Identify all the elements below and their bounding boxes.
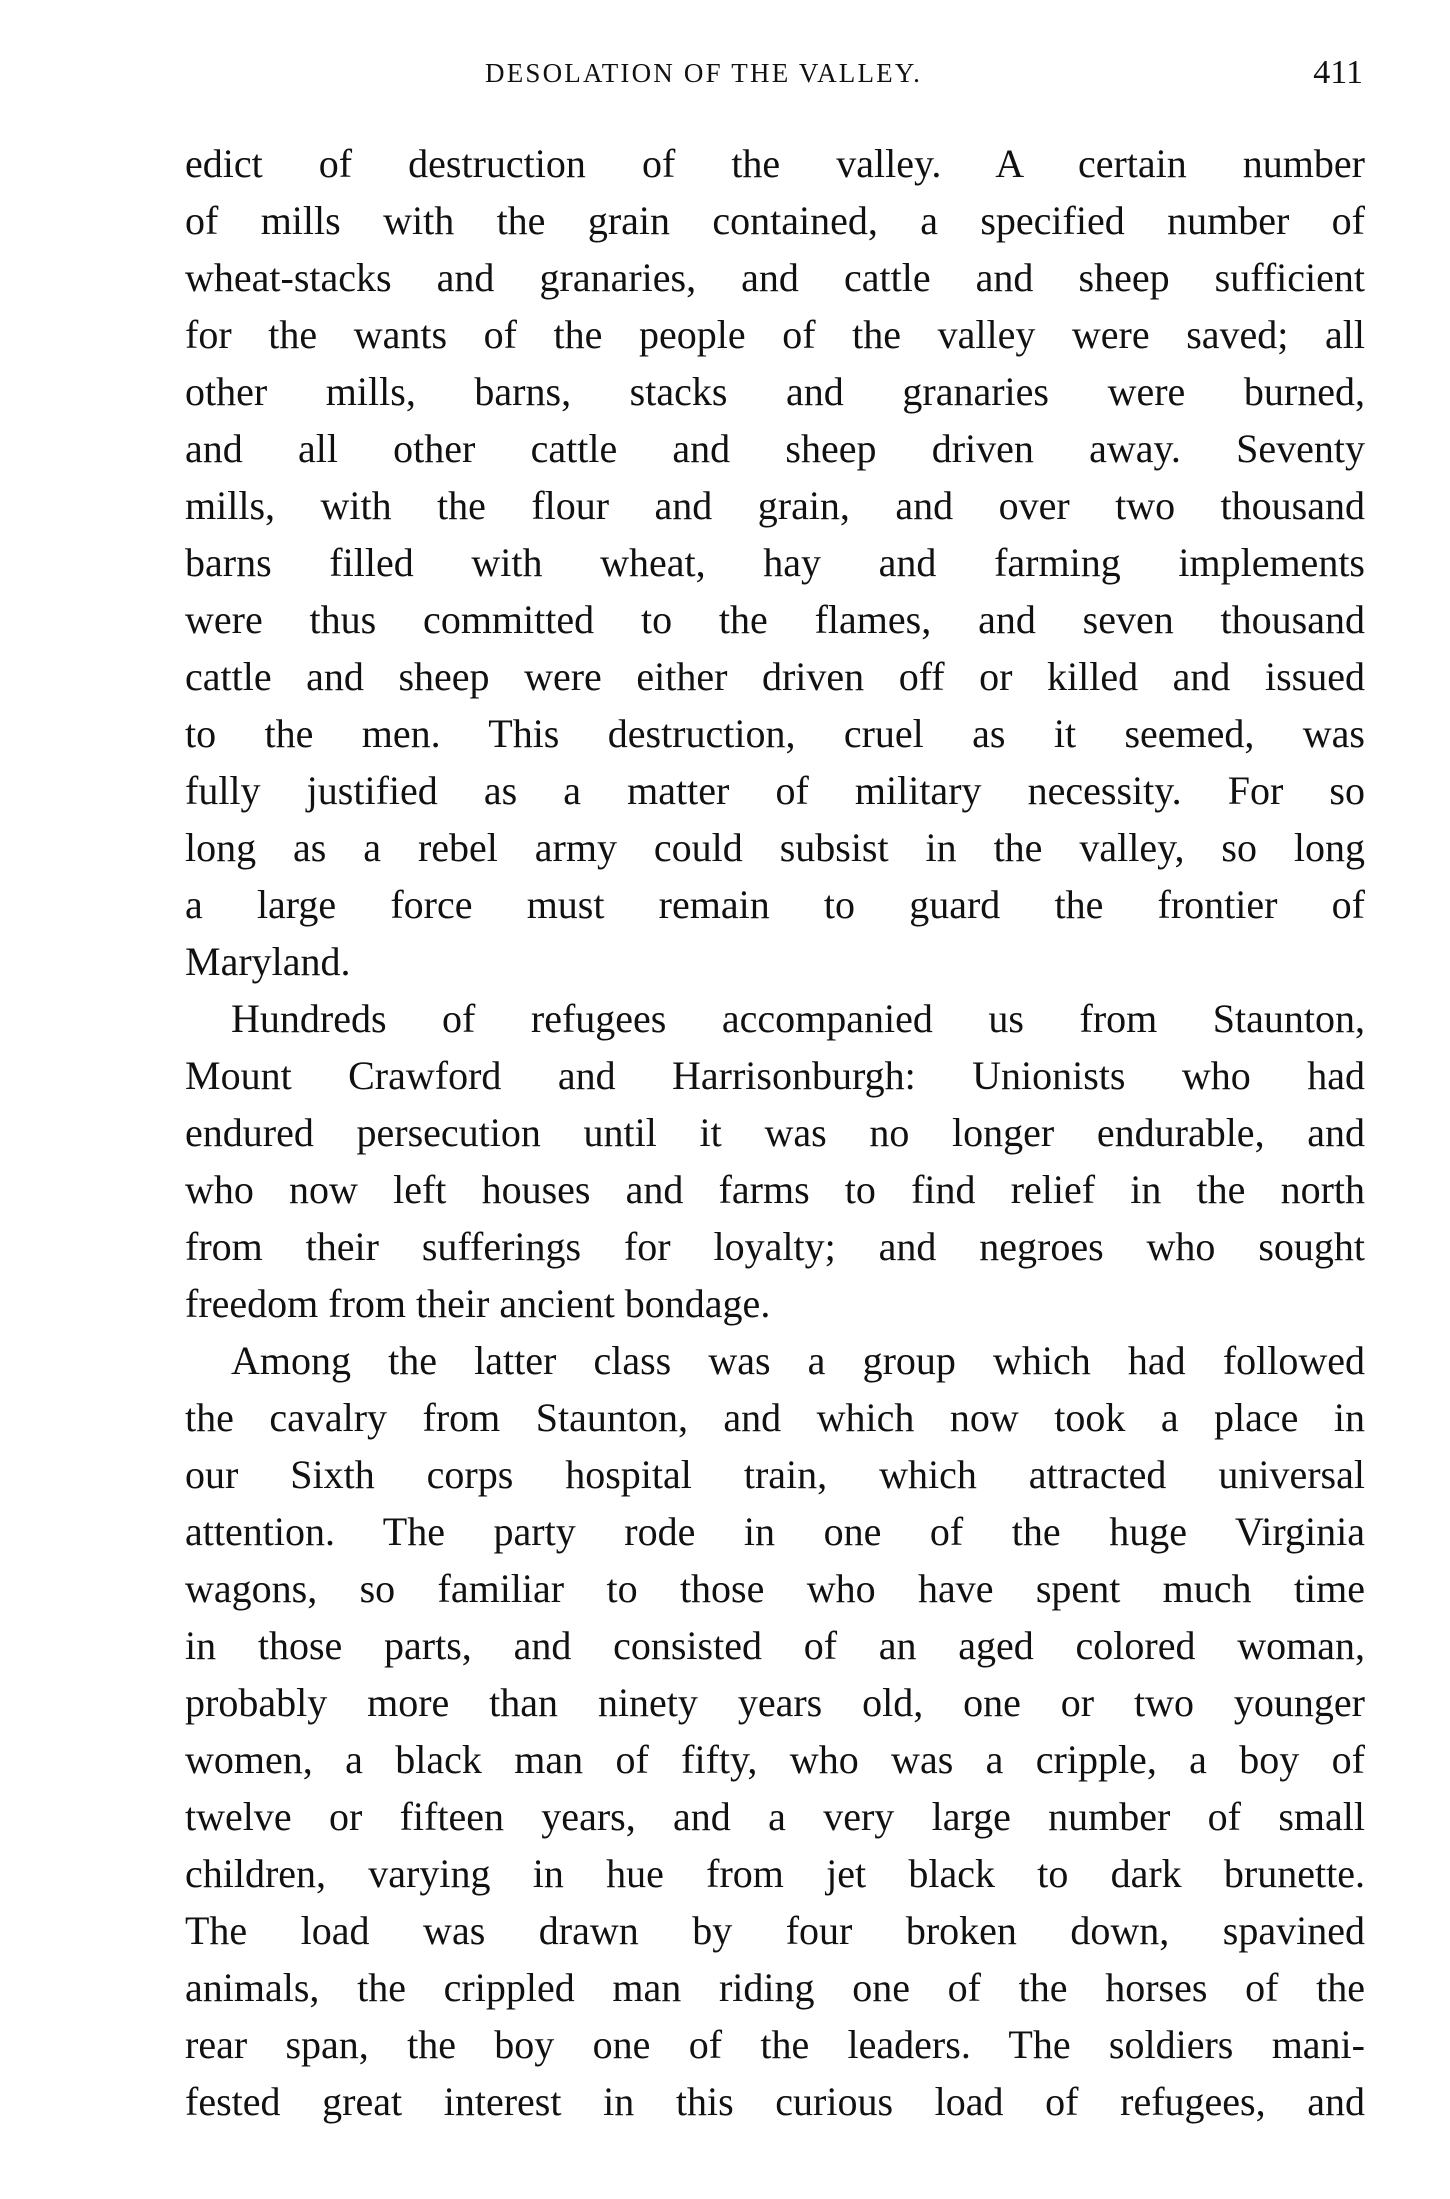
text-line: who now left houses and farms to find relief in the north bbox=[185, 1167, 1365, 1212]
paragraph bbox=[185, 1332, 1365, 2130]
text-line: wheat-stacks and granaries, and cattle and sheep sufficient bbox=[185, 255, 1365, 300]
paragraph bbox=[185, 990, 1365, 1332]
text-line: Mount Crawford and Harrisonburgh: Unionists who had bbox=[185, 1053, 1365, 1098]
text-line: animals, the crippled man riding one of the horses of the bbox=[185, 1965, 1365, 2010]
text-line: fully justified as a matter of military necessity. For so bbox=[185, 768, 1365, 813]
text-line: the cavalry from Staunton, and which now took a place in bbox=[185, 1395, 1365, 1440]
body-text bbox=[185, 135, 1365, 2130]
text-line: were thus committed to the flames, and seven thousand bbox=[185, 597, 1365, 642]
text-line: in those parts, and consisted of an aged colored woman, bbox=[185, 1623, 1365, 1668]
text-line: to the men. This destruction, cruel as it seemed, was bbox=[185, 711, 1365, 756]
text-line: our Sixth corps hospital train, which attracted universal bbox=[185, 1452, 1365, 1497]
text-line: The load was drawn by four broken down, spavined bbox=[185, 1908, 1365, 1953]
text-line: from their sufferings for loyalty; and negroes who sought bbox=[185, 1224, 1365, 1269]
text-line: fested great interest in this curious load of refugees, and bbox=[185, 2079, 1365, 2124]
text-line: attention. The party rode in one of the huge Virginia bbox=[185, 1509, 1365, 1554]
running-head bbox=[185, 48, 1365, 98]
text-line: for the wants of the people of the valley were saved; all bbox=[185, 312, 1365, 357]
text-line: Hundreds of refugees accompanied us from Staunton, bbox=[231, 996, 1365, 1041]
text-line: children, varying in hue from jet black to dark brunette. bbox=[185, 1851, 1365, 1896]
text-line: Among the latter class was a group which had followed bbox=[231, 1338, 1365, 1383]
page-number: 411 bbox=[1313, 54, 1363, 91]
text-line: rear span, the boy one of the leaders. The soldiers mani- bbox=[185, 2022, 1365, 2067]
paragraph bbox=[185, 135, 1365, 990]
text-line: and all other cattle and sheep driven away. Seventy bbox=[185, 426, 1365, 471]
text-line: other mills, barns, stacks and granaries were burned, bbox=[185, 369, 1365, 414]
text-line: cattle and sheep were either driven off or killed and issued bbox=[185, 654, 1365, 699]
text-line: probably more than ninety years old, one or two younger bbox=[185, 1680, 1365, 1725]
text-line: twelve or fifteen years, and a very large number of small bbox=[185, 1794, 1365, 1839]
text-line: of mills with the grain contained, a specified number of bbox=[185, 198, 1365, 243]
text-line: women, a black man of fifty, who was a cripple, a boy of bbox=[185, 1737, 1365, 1782]
running-title: DESOLATION OF THE VALLEY. bbox=[485, 58, 923, 88]
text-line: mills, with the flour and grain, and over two thousand bbox=[185, 483, 1365, 528]
text-line: freedom from their ancient bondage. bbox=[185, 1281, 771, 1326]
text-line: barns filled with wheat, hay and farming implements bbox=[185, 540, 1365, 585]
text-line: a large force must remain to guard the frontier of bbox=[185, 882, 1365, 927]
text-line: endured persecution until it was no longer endurable, and bbox=[185, 1110, 1365, 1155]
text-line: edict of destruction of the valley. A certain number bbox=[185, 141, 1365, 186]
text-line: wagons, so familiar to those who have spent much time bbox=[185, 1566, 1365, 1611]
text-line: long as a rebel army could subsist in the valley, so long bbox=[185, 825, 1365, 870]
text-line: Maryland. bbox=[185, 939, 351, 984]
